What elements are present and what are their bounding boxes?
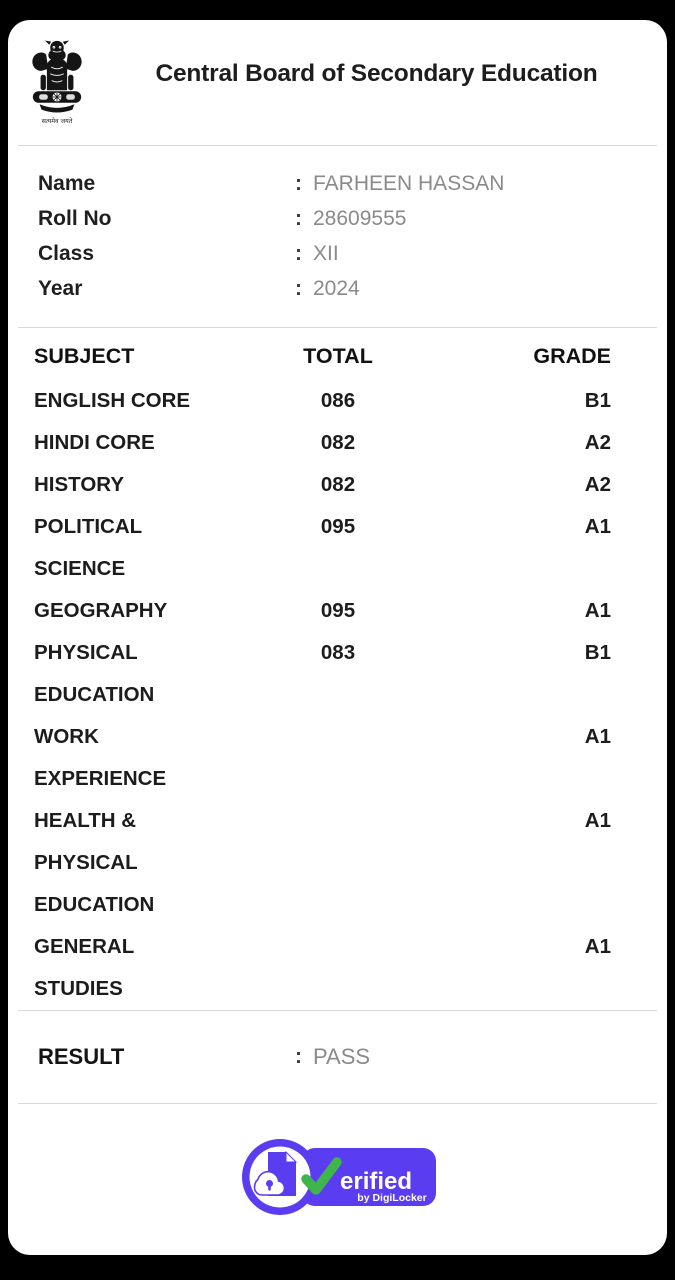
column-header-total: TOTAL [303, 344, 373, 368]
divider [18, 1103, 657, 1104]
grade-cell: B1 [584, 389, 611, 412]
year-label: Year [38, 277, 83, 300]
digilocker-verified-badge-icon [240, 1138, 436, 1216]
table-row [8, 506, 667, 590]
grade-cell: A2 [584, 431, 611, 454]
year-value: 2024 [313, 277, 360, 300]
board-title: Central Board of Secondary Education [155, 60, 598, 87]
student-info-section [8, 146, 667, 327]
class-value: XII [313, 242, 339, 265]
colon: : [295, 1045, 302, 1068]
result-row [8, 1035, 667, 1079]
verified-text: erified [339, 1168, 412, 1195]
total-cell: 086 [320, 389, 356, 412]
grade-cell: A1 [584, 599, 611, 622]
subject-cell: HINDI CORE [34, 431, 155, 454]
colon: : [295, 277, 302, 300]
table-row [8, 590, 667, 632]
table-row [8, 422, 667, 464]
grade-cell: A2 [584, 473, 611, 496]
by-digilocker-text: by DigiLocker [356, 1192, 427, 1204]
roll-no-label: Roll No [38, 207, 112, 230]
subject-cell: POLITICAL SCIENCE [34, 515, 142, 580]
name-value: FARHEEN HASSAN [313, 172, 505, 195]
total-cell: 083 [320, 641, 356, 664]
subject-cell: GEOGRAPHY [34, 599, 168, 622]
table-row [8, 380, 667, 422]
total-cell: 082 [320, 431, 356, 454]
divider [18, 327, 657, 328]
info-row-name [8, 166, 667, 201]
total-cell: 082 [320, 473, 356, 496]
total-cell [228, 800, 448, 926]
class-label: Class [38, 242, 95, 265]
subject-cell: ENGLISH CORE [34, 389, 191, 412]
subject-cell: HEALTH & PHYSICAL EDUCATION [34, 809, 155, 916]
subject-cell: GENERAL STUDIES [34, 935, 134, 1000]
card-header [8, 20, 667, 145]
marks-table [8, 332, 667, 1010]
table-row [8, 632, 667, 716]
total-cell [228, 716, 448, 800]
table-row [8, 800, 667, 926]
grade-cell: A1 [584, 935, 611, 958]
table-row [8, 464, 667, 506]
grade-cell: A1 [584, 809, 611, 832]
subject-cell: HISTORY [34, 473, 124, 496]
info-row-class [8, 236, 667, 271]
result-section [8, 1011, 667, 1103]
column-header-subject: SUBJECT [34, 344, 135, 368]
badge-section [8, 1138, 667, 1221]
table-header-row [8, 332, 667, 380]
name-label: Name [38, 172, 96, 195]
total-cell [228, 926, 448, 1010]
total-cell: 095 [320, 515, 356, 538]
total-cell: 095 [320, 599, 356, 622]
result-label: RESULT [38, 1044, 125, 1069]
result-value: PASS [313, 1044, 371, 1069]
national-emblem-icon [28, 38, 86, 127]
subject-cell: WORK EXPERIENCE [34, 725, 167, 790]
emblem-caption: सत्यमेव जयते [41, 118, 73, 126]
grade-cell: B1 [584, 641, 611, 664]
info-row-roll-no [8, 201, 667, 236]
grade-cell: A1 [584, 515, 611, 538]
colon: : [295, 242, 302, 265]
marksheet-card [8, 20, 667, 1255]
info-row-year [8, 271, 667, 306]
subject-cell: PHYSICAL EDUCATION [34, 641, 155, 706]
table-row [8, 926, 667, 1010]
column-header-grade: GRADE [533, 344, 611, 368]
roll-no-value: 28609555 [313, 207, 407, 230]
colon: : [295, 172, 302, 195]
grade-cell: A1 [584, 725, 611, 748]
table-row [8, 716, 667, 800]
colon: : [295, 207, 302, 230]
